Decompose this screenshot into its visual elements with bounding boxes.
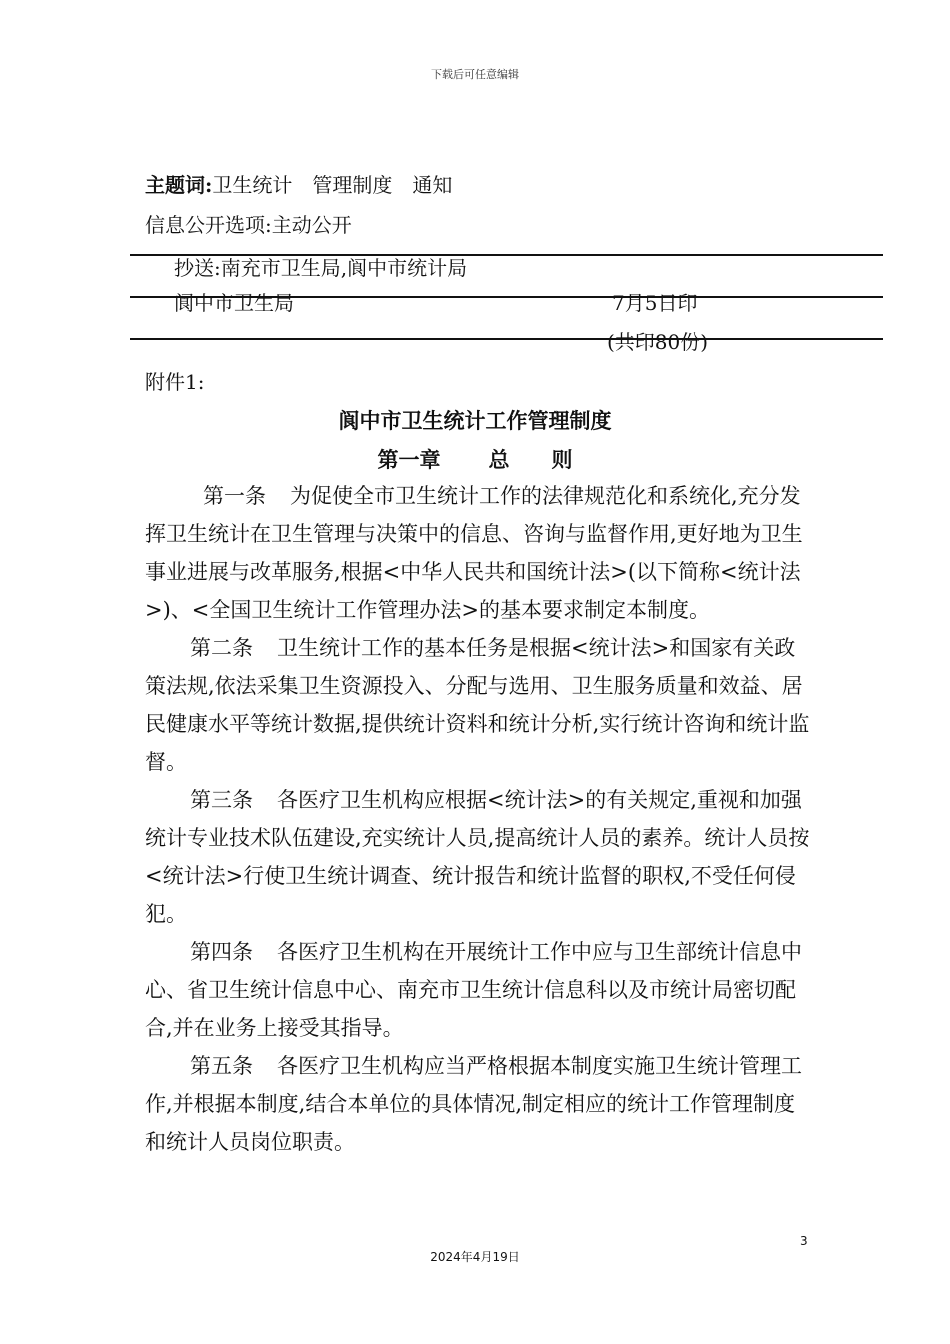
article-2-number: 第二条 (190, 636, 253, 660)
page-number: 3 (800, 1234, 808, 1248)
article-5-number: 第五条 (190, 1054, 253, 1078)
keywords-line (145, 171, 452, 199)
chapter-number: 第一章 (377, 447, 441, 472)
article-2-text: 卫生统计工作的基本任务是根据<统计法>和国家有关政策法规,依法采集卫生资源投入、分配与选用、卫生服务质量和效益、居民健康水平等统计数据,提供统计资料和统计分析,实行统计咨询和统计监督。 (145, 636, 810, 774)
keywords-value: 卫生统计 管理制度 通知 (212, 173, 453, 197)
article-5-text: 各医疗卫生机构应当严格根据本制度实施卫生统计管理工作,并根据本制度,结合本单位的具体情况,制定相应的统计工作管理制度和统计人员岗位职责。 (145, 1054, 802, 1154)
divider-bottom (130, 338, 883, 340)
copies: (共印80份) (607, 330, 709, 354)
cc-line: 抄送:南充市卫生局,阆中市统计局 (174, 256, 468, 280)
header-note: 下载后可任意编辑 (431, 68, 519, 81)
footer-date: 2024年4月19日 (430, 1250, 520, 1264)
article-1-number: 第一条 (203, 484, 266, 508)
article-5 (145, 1047, 810, 1161)
article-3-number: 第三条 (190, 788, 253, 812)
disclosure-line: 信息公开选项:主动公开 (145, 213, 352, 237)
doc-title: 阆中市卫生统计工作管理制度 (338, 408, 612, 433)
article-list (145, 477, 810, 1161)
article-4 (145, 933, 810, 1047)
chapter-heading (0, 444, 950, 474)
attachment-label: 附件1: (145, 370, 205, 394)
article-1-text: 为促使全市卫生统计工作的法律规范化和系统化,充分发挥卫生统计在卫生管理与决策中的信息、咨询与监督作用,更好地为卫生事业进展与改革服务,根据<中华人民共和国统计法>(以下简称<统计法>)、<全国卫生统计工作管理办法>的基本要求制定本制度。 (145, 484, 803, 622)
article-1 (145, 477, 810, 629)
chapter-title-2: 则 (551, 447, 573, 472)
article-3 (145, 781, 810, 933)
print-date: 7月5日印 (612, 291, 698, 315)
keywords-label: 主题词: (145, 173, 213, 197)
issuer: 阆中市卫生局 (174, 291, 294, 315)
chapter-title-1: 总 (488, 447, 510, 472)
article-4-text: 各医疗卫生机构在开展统计工作中应与卫生部统计信息中心、省卫生统计信息中心、南充市卫生统计信息科以及市统计局密切配合,并在业务上接受其指导。 (145, 940, 802, 1040)
article-4-number: 第四条 (190, 940, 253, 964)
article-2 (145, 629, 810, 781)
article-3-text: 各医疗卫生机构应根据<统计法>的有关规定,重视和加强统计专业技术队伍建设,充实统计人员,提高统计人员的素养。统计人员按<统计法>行使卫生统计调查、统计报告和统计监督的职权,不受任何侵犯。 (145, 788, 810, 926)
